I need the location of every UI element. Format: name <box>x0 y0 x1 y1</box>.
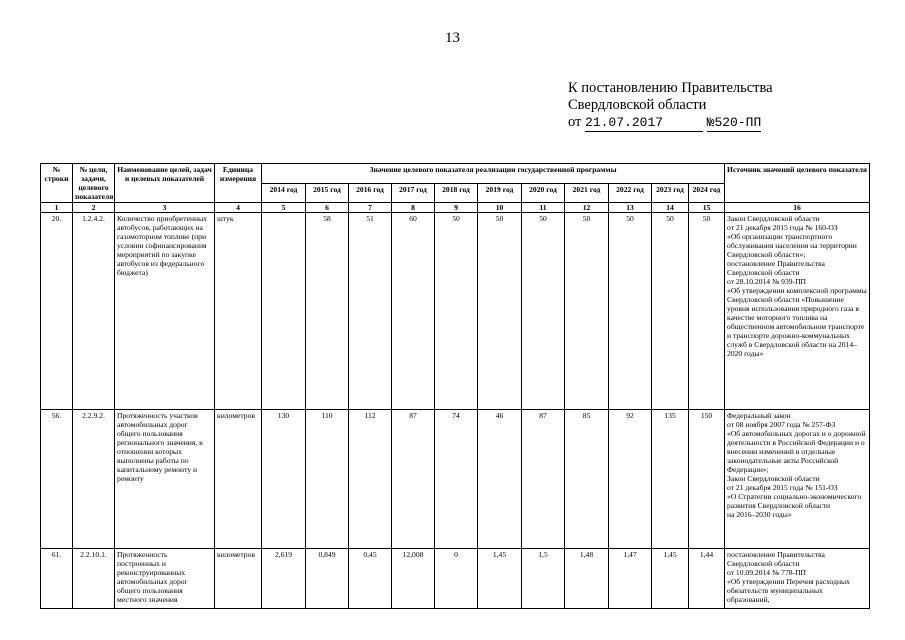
indicator-name: Протяженность построенных и реконструированных автомобильных дорог общего пользования местного значения <box>115 549 215 609</box>
header-year: 2015 год <box>306 183 349 203</box>
header-year: 2020 год <box>522 183 565 203</box>
value-cell: 0,45 <box>349 549 392 609</box>
value-cell: 50 <box>435 213 478 410</box>
header-year: 2019 год <box>478 183 522 203</box>
column-number: 6 <box>306 203 349 213</box>
value-cell: 50 <box>689 213 725 410</box>
column-number: 1 <box>41 203 73 213</box>
column-number: 4 <box>215 203 262 213</box>
approval-number: №520-ПП <box>706 115 762 130</box>
value-cell: 135 <box>652 410 689 549</box>
header-name: Наименование целей, задач и целевых показателей <box>115 164 215 203</box>
value-cell: 51 <box>349 213 392 410</box>
column-number: 16 <box>725 203 870 213</box>
table-row <box>41 213 870 410</box>
value-cell: 46 <box>478 410 522 549</box>
value-cell: 87 <box>522 410 565 549</box>
value-cell: 110 <box>306 410 349 549</box>
approval-stamp <box>568 80 773 132</box>
value-cell: 12,008 <box>392 549 435 609</box>
goal-number: 2.2.10.1. <box>73 549 115 609</box>
value-cell: 87 <box>392 410 435 549</box>
value-cell: 74 <box>435 410 478 549</box>
header-goal-no: № цели, задачи, целевого показателя <box>73 164 115 203</box>
header-source: Источник значений целевого показателя <box>725 164 870 203</box>
goal-number: 2.2.9.2. <box>73 410 115 549</box>
column-number: 8 <box>392 203 435 213</box>
indicator-name: Протяженность участков автомобильных дорог общего пользования регионального значения, в отношении которых выполнены работы по капитальному ремонту и ремонту <box>115 410 215 549</box>
unit: километров <box>215 410 262 549</box>
approval-line-1: К постановлению Правительства <box>568 80 773 96</box>
table-row <box>41 549 870 609</box>
header-year: 2022 год <box>609 183 652 203</box>
column-number: 13 <box>609 203 652 213</box>
goal-number: 1.2.4.2. <box>73 213 115 410</box>
value-cell: 112 <box>349 410 392 549</box>
value-cell: 60 <box>392 213 435 410</box>
header-year: 2023 год <box>652 183 689 203</box>
column-number: 12 <box>565 203 609 213</box>
value-cell: 1,47 <box>609 549 652 609</box>
column-number: 9 <box>435 203 478 213</box>
source-cell: Федеральный закон от 08 ноября 2007 года № 257-ФЗ «Об автомобильных дорогах и о дорожной деятельности в Российской Федерации и о внесении изменений в отдельные законодательные акты Российской Федерации»; Закон Свердловской области от 21 декабря 2015 года № 151-ОЗ «О Стратегии социально-экономического развития Свердловской области на 2016–2030 годы» <box>725 410 870 549</box>
indicator-name: Количество приобретенных автобусов, работающих на газомоторном топливе (при условии софинансирования мероприятий по закупке автобусов из федерального бюджета) <box>115 213 215 410</box>
value-cell: 130 <box>262 410 306 549</box>
target-indicators-table <box>40 163 870 609</box>
approval-line-2: Свердловской области <box>568 97 707 113</box>
header-row-no: № строки <box>41 164 73 203</box>
value-cell: 50 <box>609 213 652 410</box>
value-cell: 50 <box>522 213 565 410</box>
column-number: 14 <box>652 203 689 213</box>
unit: штук <box>215 213 262 410</box>
value-cell: 58 <box>306 213 349 410</box>
row-number: 61. <box>41 549 73 609</box>
value-cell: 1,45 <box>478 549 522 609</box>
header-unit: Единица измерения <box>215 164 262 203</box>
value-cell: 50 <box>478 213 522 410</box>
value-cell: 0,849 <box>306 549 349 609</box>
value-cell: 92 <box>609 410 652 549</box>
source-cell: постановление Правительства Свердловской области от 10.09.2014 № 778-ПП «Об утверждении Перечня расходных обязательств муниципальных образований, <box>725 549 870 609</box>
value-cell: 0 <box>435 549 478 609</box>
column-number: 10 <box>478 203 522 213</box>
value-cell: 1,5 <box>522 549 565 609</box>
value-cell: 50 <box>652 213 689 410</box>
value-cell <box>262 213 306 410</box>
column-number: 5 <box>262 203 306 213</box>
value-cell: 50 <box>565 213 609 410</box>
value-cell: 2,619 <box>262 549 306 609</box>
value-cell: 150 <box>689 410 725 549</box>
header-values-group: Значение целевого показателя реализации государственной программы <box>262 164 725 184</box>
header-year: 2018 год <box>435 183 478 203</box>
value-cell: 1,45 <box>652 549 689 609</box>
value-cell: 1,48 <box>565 549 609 609</box>
column-number-row <box>41 203 870 213</box>
column-number: 3 <box>115 203 215 213</box>
column-number: 15 <box>689 203 725 213</box>
row-number: 20. <box>41 213 73 410</box>
page-number: 13 <box>445 30 460 46</box>
column-number: 2 <box>73 203 115 213</box>
source-cell: Закон Свердловской области от 21 декабря 2015 года № 160-ОЗ «Об организации транспортного обслуживания населения на территории Свердловской области»; постановление Правительства Свердловской области от 28.10.2014 № 939-ПП «Об утверждении комплексной программы Свердловской области «Повышение уровня использования природного газа в качестве моторного топлива на общественном автомобильном транспорте и транспорте дорожно-коммунальных служб в Свердловской области на 2014–2020 годы» <box>725 213 870 410</box>
approval-prefix: от <box>568 114 582 130</box>
table-row <box>41 410 870 549</box>
approval-line-3 <box>568 114 773 132</box>
column-number: 7 <box>349 203 392 213</box>
column-number: 11 <box>522 203 565 213</box>
unit: километров <box>215 549 262 609</box>
header-year: 2021 год <box>565 183 609 203</box>
value-cell: 85 <box>565 410 609 549</box>
header-year: 2024 год <box>689 183 725 203</box>
header-year: 2014 год <box>262 183 306 203</box>
header-year: 2017 год <box>392 183 435 203</box>
header-year: 2016 год <box>349 183 392 203</box>
value-cell: 1,44 <box>689 549 725 609</box>
row-number: 56. <box>41 410 73 549</box>
approval-date: 21.07.2017 <box>585 114 703 132</box>
